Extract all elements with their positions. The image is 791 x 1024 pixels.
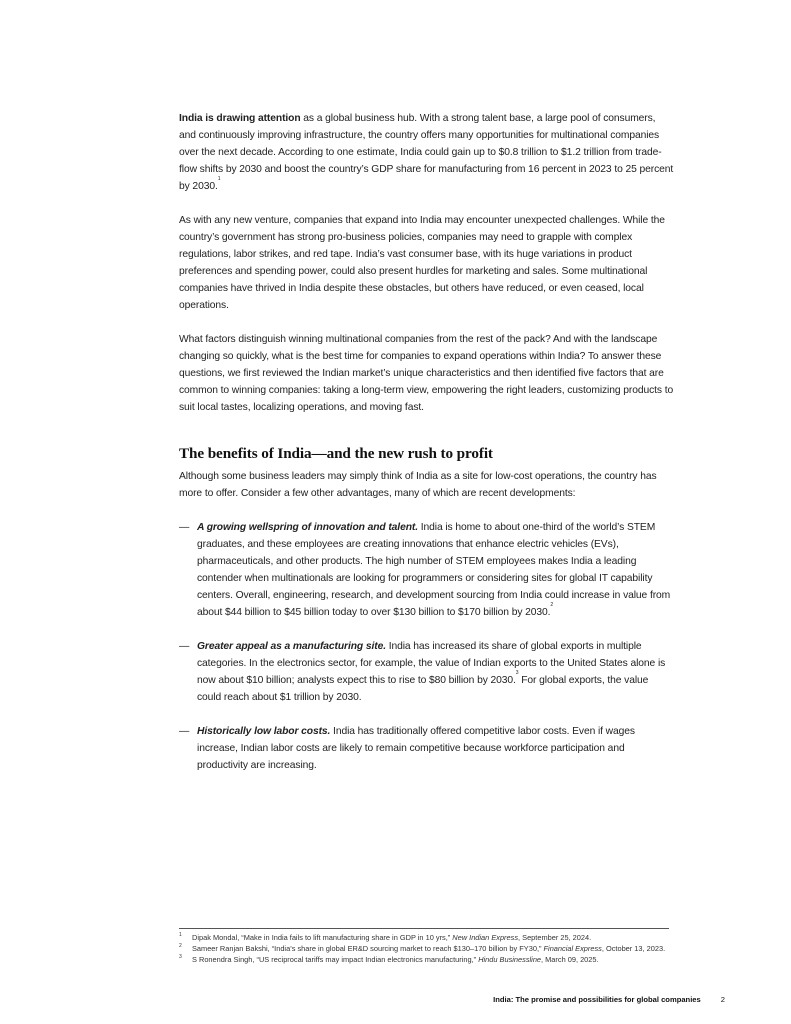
footnotes [179, 928, 669, 965]
footnote-date: , September 25, 2024. [518, 933, 592, 942]
footnote-ref-3[interactable]: 3 [515, 670, 519, 676]
list-item [179, 519, 675, 621]
footnote-ref-2[interactable]: 2 [550, 602, 554, 608]
page-footer [493, 995, 725, 1004]
intro-body: as a global business hub. With a strong talent base, a large pool of consumers, and continuously improving infrastructure, the country offers many opportunities for multinational companies over the next decade. According to one estimate, India could gain up to $0.8 trillion to $1.2 trillion from trade-flow shifts by 2030 and boost the country’s GDP share for manufacturing from 16 percent in 2023 to 25 percent by 2030. [179, 113, 674, 192]
bullet-text: India has increased its share of global exports in multiple categories. In the electronics sector, for example, the value of Indian exports to the United States alone is now about $10 billion; analysts expect this to rise to $80 billion by 2030. [197, 641, 666, 686]
footnote-source: New Indian Express [452, 933, 519, 942]
footnote-source: Financial Express [543, 944, 602, 953]
footnote-2 [179, 943, 669, 954]
footnote-ref-1[interactable]: 1 [217, 176, 221, 182]
intro-paragraph [179, 110, 675, 195]
footnote-3 [179, 954, 669, 965]
em-dash-bullet: — [179, 522, 190, 533]
footnote-text: S Ronendra Singh, “US reciprocal tariffs may impact Indian electronics manufacturing,” [192, 955, 479, 964]
page-number: 2 [720, 995, 725, 1004]
benefits-list [179, 519, 675, 774]
footnote-number: 1 [179, 932, 182, 938]
section-heading: The benefits of India—and the new rush to profit [179, 445, 493, 462]
footnote-source: Hindu Businessline [478, 955, 542, 964]
em-dash-bullet: — [179, 726, 190, 737]
footnote-number: 3 [179, 954, 182, 960]
bullet-title: A growing wellspring of innovation and talent. [197, 522, 418, 533]
footnote-number: 2 [179, 943, 182, 949]
bullet-text: India has traditionally offered competitive labor costs. Even if wages increase, Indian labor costs are likely to remain competitive because workforce participation and productivity are increasing. [197, 726, 635, 771]
list-item [179, 638, 675, 706]
bullet-text: India is home to about one-third of the world’s STEM graduates, and these employees are creating innovations that enhance electric vehicles (EVs), pharmaceuticals, and other products. The high number of STEM employees makes India a leading contender when multinationals are looking for programmers or considering sites for global IT capability centers. Overall, engineering, research, and development sourcing from India could increase in value from about $44 billion to $45 billion today to over $130 billion to $170 billion by 2030. [197, 522, 671, 618]
footnote-text: Dipak Mondal, “Make in India fails to lift manufacturing share in GDP in 10 yrs,” [192, 933, 453, 942]
bullet-title: Greater appeal as a manufacturing site. [197, 641, 386, 652]
paragraph-challenges: As with any new venture, companies that expand into India may encounter unexpected challenges. While the country’s government has strong pro-business policies, companies may need to grapple with complex regulations, labor strikes, and red tape. India’s vast consumer base, with its huge variations in product preferences and spending power, could also present hurdles for marketing and sales. Some multinational companies have thrived in India despite these obstacles, but others have reduced, or even ceased, local operations. [179, 215, 665, 311]
intro-lead: India is drawing attention [179, 113, 301, 124]
footnote-date: , October 13, 2023. [601, 944, 666, 953]
footer-title: India: The promise and possibilities for global companies [493, 995, 701, 1004]
paragraph-questions: What factors distinguish winning multinational companies from the rest of the pack? And with the landscape changing so quickly, what is the best time for companies to expand operations within India? To answer these questions, we first reviewed the Indian market’s unique characteristics and then identified five factors that are common to winning companies: taking a long-term view, empowering the right leaders, customizing products to suit local tastes, localizing operations, and moving fast. [179, 334, 674, 413]
footnote-1 [179, 932, 669, 943]
bullet-text-tail: For global exports, the value could reach about $1 trillion by 2030. [197, 675, 649, 703]
bullet-title: Historically low labor costs. [197, 726, 331, 737]
footnote-text: Sameer Ranjan Bakshi, “India’s share in global ER&D sourcing market to reach $130–170 billion by FY30,” [192, 944, 544, 953]
main-content [179, 110, 675, 791]
footnote-date: , March 09, 2025. [541, 955, 599, 964]
list-item [179, 723, 675, 774]
section-intro: Although some business leaders may simply think of India as a site for low-cost operations, the country has more to offer. Consider a few other advantages, many of which are recent developments: [179, 471, 657, 499]
em-dash-bullet: — [179, 641, 190, 652]
